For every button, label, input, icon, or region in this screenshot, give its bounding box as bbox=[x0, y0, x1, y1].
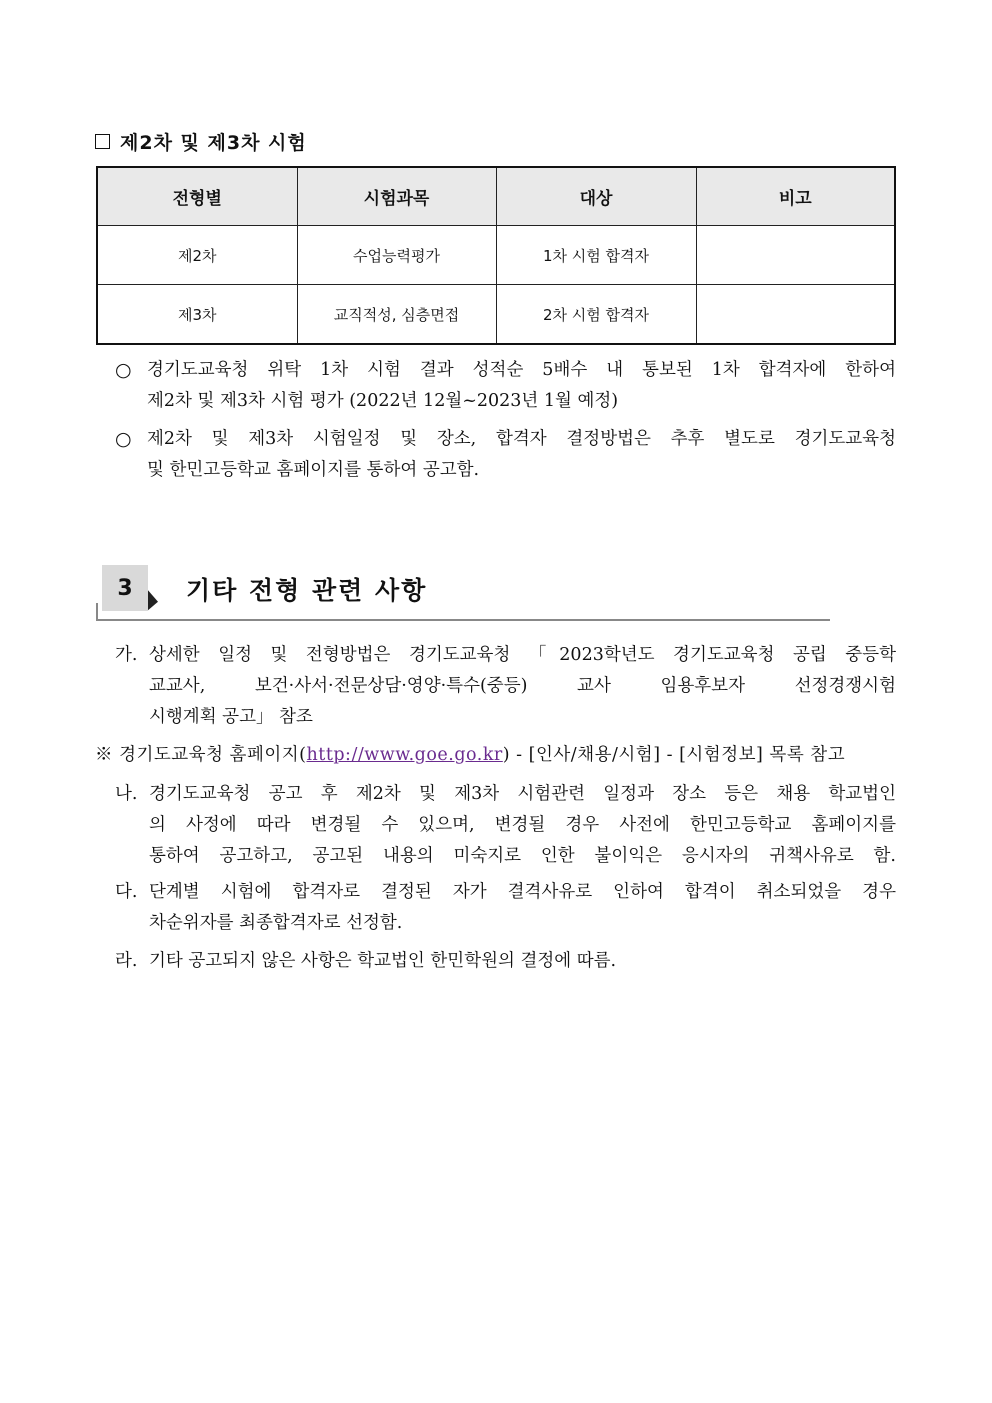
arrow-icon bbox=[148, 590, 158, 611]
section-title: 기타 전형 관련 사항 bbox=[186, 576, 428, 605]
list-item bbox=[115, 640, 896, 733]
table-cell: 제3차 bbox=[97, 285, 297, 345]
table-cell bbox=[696, 226, 895, 285]
item-text: 시행계획 공고」 참조 bbox=[149, 707, 313, 727]
table-cell: 제2차 bbox=[97, 226, 297, 285]
item-text: 교교사, 보건·사서·전문상담·영양·특수(중등) 교사 임용후보자 선정경쟁시험 bbox=[149, 676, 896, 696]
item-marker: 나. bbox=[115, 784, 138, 804]
section-heading bbox=[94, 563, 830, 623]
table-header-cell: 비고 bbox=[696, 167, 895, 226]
item-marker: 다. bbox=[115, 882, 138, 902]
list-item bbox=[115, 946, 896, 977]
bullet-text: 제2차 및 제3차 시험 평가 (2022년 12월~2023년 1월 예정) bbox=[147, 391, 619, 411]
reference-note bbox=[95, 741, 845, 766]
exam-table bbox=[96, 166, 896, 345]
item-text: 경기도교육청 공고 후 제2차 및 제3차 시험관련 일정과 장소 등은 채용 학교법인 bbox=[149, 784, 896, 804]
homepage-link[interactable]: http://www.goe.go.kr bbox=[306, 745, 503, 765]
table-cell: 교직적성, 심층면접 bbox=[297, 285, 496, 345]
table-header-cell: 시험과목 bbox=[297, 167, 496, 226]
item-text: 의 사정에 따라 변경될 수 있으며, 변경될 경우 사전에 한민고등학교 홈페이지를 bbox=[149, 815, 896, 835]
table-row bbox=[97, 285, 895, 345]
table-cell: 2차 시험 합격자 bbox=[496, 285, 696, 345]
circle-bullet-icon: ○ bbox=[115, 428, 132, 450]
table-cell bbox=[696, 285, 895, 345]
table-header-cell: 대상 bbox=[496, 167, 696, 226]
table-header-cell: 전형별 bbox=[97, 167, 297, 226]
bullet-text: 제2차 및 제3차 시험일정 및 장소, 합격자 결정방법은 추후 별도로 경기도교육청 bbox=[147, 429, 896, 449]
bullet-text: 및 한민고등학교 홈페이지를 통하여 공고함. bbox=[147, 460, 480, 480]
table-cell: 1차 시험 합격자 bbox=[496, 226, 696, 285]
item-text: 통하여 공고하고, 공고된 내용의 미숙지로 인한 불이익은 응시자의 귀책사유로 함. bbox=[149, 846, 896, 866]
note-suffix: ) - [인사/채용/시험] - [시험정보] 목록 참고 bbox=[502, 745, 846, 765]
item-text: 상세한 일정 및 전형방법은 경기도교육청 「2023학년도 경기도교육청 공립 중등학 bbox=[149, 645, 896, 665]
checkbox-square-icon bbox=[95, 134, 110, 149]
item-text: 차순위자를 최종합격자로 선정함. bbox=[149, 913, 403, 933]
item-text: 단계별 시험에 합격자로 결정된 자가 결격사유로 인하여 합격이 취소되었을 경우 bbox=[149, 882, 896, 902]
bullet-item bbox=[115, 355, 896, 417]
bullet-item bbox=[115, 424, 896, 486]
subsection-title: 제2차 및 제3차 시험 bbox=[120, 132, 307, 154]
item-text: 기타 공고되지 않은 사항은 학교법인 한민학원의 결정에 따름. bbox=[149, 951, 617, 971]
table-cell: 수업능력평가 bbox=[297, 226, 496, 285]
item-marker: 가. bbox=[115, 645, 138, 665]
item-marker: 라. bbox=[115, 951, 138, 971]
bullet-text: 경기도교육청 위탁 1차 시험 결과 성적순 5배수 내 통보된 1차 합격자에 한하여 bbox=[147, 360, 896, 380]
section-number: 3 bbox=[102, 565, 148, 611]
section-divider bbox=[96, 619, 830, 621]
subsection-heading bbox=[95, 128, 307, 155]
note-prefix: ※ 경기도교육청 홈페이지( bbox=[95, 745, 307, 765]
table-row bbox=[97, 226, 895, 285]
table-header-row bbox=[97, 167, 895, 226]
circle-bullet-icon: ○ bbox=[115, 359, 132, 381]
list-item bbox=[115, 779, 896, 872]
list-item bbox=[115, 877, 896, 939]
